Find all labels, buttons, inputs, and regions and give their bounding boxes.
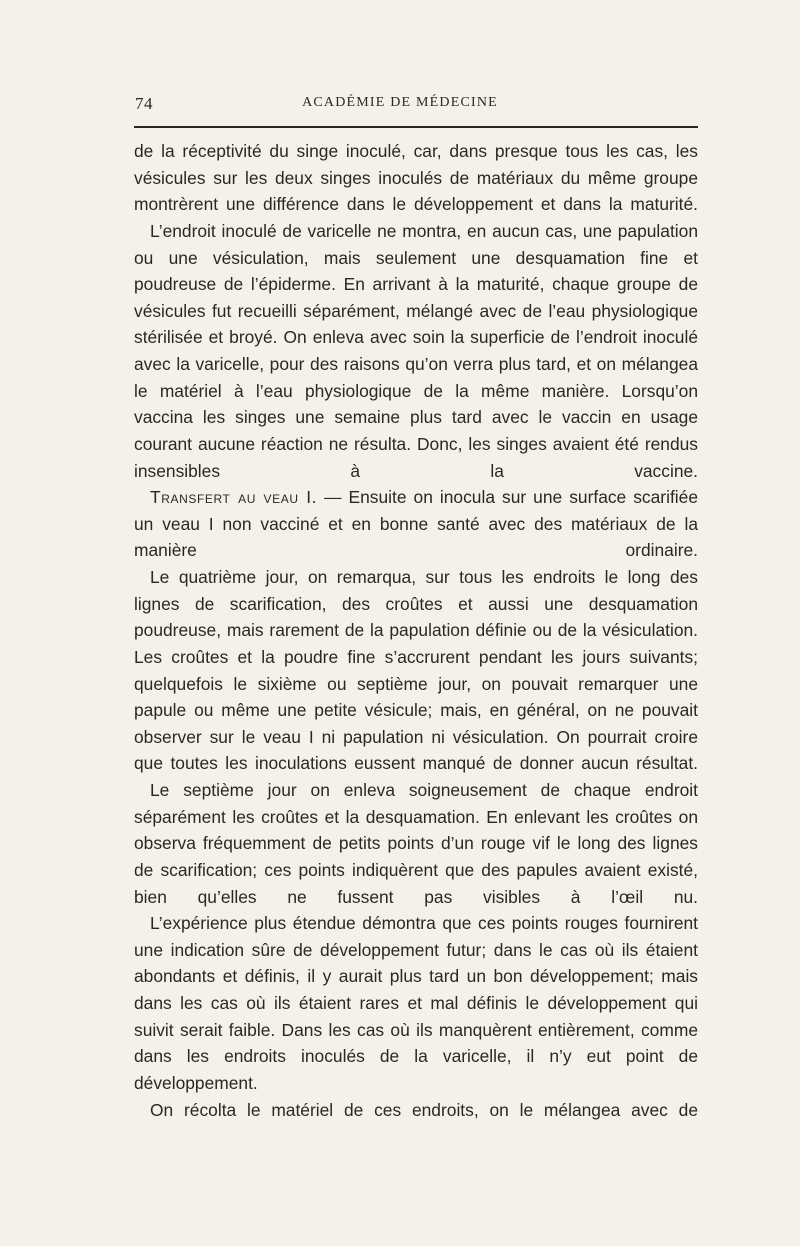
paragraph: On récolta le matériel de ces endroits, on le mélangea avec de (150, 1099, 698, 1120)
page-number: 74 (135, 94, 153, 113)
paragraph: L’expérience plus étendue démontra que ces points rouges fournirent une indication sûre de développement futur; dans le cas où ils étaient abondants et définis, il y aurait plus tard un bon développement; mais dans les cas où ils étaient rares et mal définis le développement qui suivit serait faible. Dans les cas où ils manquèrent entièrement, comme dans les endroits inoculés de la varicelle, il n’y eut point de développement. (134, 913, 698, 1093)
paragraph: de la réceptivité du singe inoculé, car, dans presque tous les cas, les vésicules sur les deux singes inoculés de matériaux du même groupe montrèrent une différence dans le développement et dans la maturité. (134, 141, 698, 215)
paragraph (134, 484, 698, 564)
body-text (134, 138, 698, 1123)
paragraph: Le septième jour on enleva soigneusement de chaque endroit séparément les croûtes et la desquamation. En enlevant les croûtes on observa fréquemment de petits points d’un rouge vif le long des lignes de scarification; ces points indiquèrent que des papules avaient existé, bien qu’elles ne fussent pas visibles à l’œil nu. (134, 780, 698, 907)
paragraph: L’endroit inoculé de varicelle ne montra, en aucun cas, une papulation ou une vésiculation, mais seulement une desquamation fine et poudreuse de l’épiderme. En arrivant à la maturité, chaque groupe de vésicules fut recueilli séparément, mélangé avec de l’eau physiologique stérilisée et broyé. On enleva avec soin la superficie de l’endroit inoculé avec la varicelle, pour des raisons qu’on verra plus tard, et on mélangea le matériel à l’eau physiologique de la même manière. Lorsqu’on vaccina les singes une semaine plus tard avec le vaccin en usage courant aucune réaction ne résulta. Donc, les singes avaient été rendus insensibles à la vaccine. (134, 220, 698, 481)
paragraph-text: — Ensuite on inocula sur une surface scarifiée un veau I non vacciné et en bonne santé avec des matériaux de la manière ordinaire. (134, 487, 698, 561)
running-head: ACADÉMIE DE MÉDECINE (302, 95, 498, 110)
paragraph: Le quatrième jour, on remarqua, sur tous les endroits le long des lignes de scarification, des croûtes et aussi une desquamation poudreuse, mais rarement de la papulation définie ou de la vésiculation. Les croûtes et la poudre fine s’accrurent pendant les jours suivants; quelquefois le sixième ou septième jour, on pouvait remarquer une papule ou même une petite vésicule; mais, en général, on ne pouvait observer sur le veau I ni papulation ni vésiculation. On pourrait croire que toutes les inoculations eussent manqué de donner aucun résultat. (134, 567, 698, 774)
header-rule (134, 126, 698, 128)
section-heading: Transfert au veau I. (150, 487, 318, 508)
